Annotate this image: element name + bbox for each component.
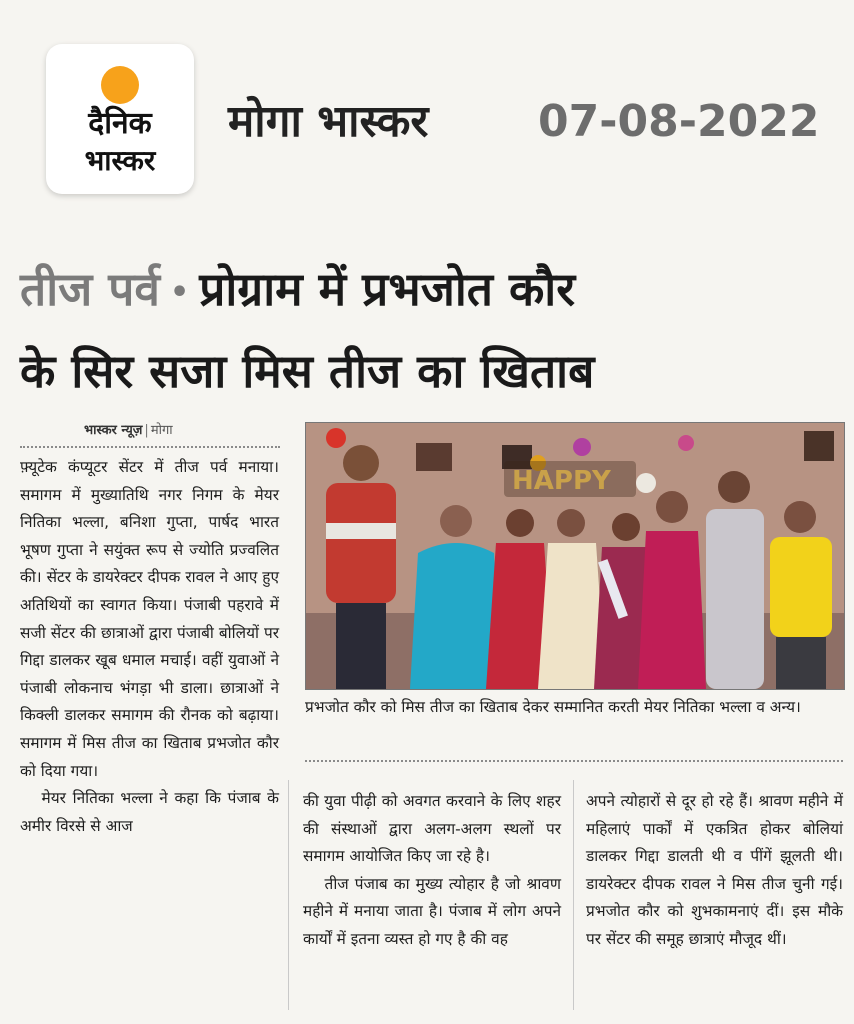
byline-city: मोगा (150, 423, 173, 438)
column-divider (573, 780, 574, 1010)
article-paragraph: तीज पंजाब का मुख्य त्योहार है जो श्रावण महीने में मनाया जाता है। पंजाब में लोग अपने कार्यों में इतना व्यस्त हो गए है की वह (303, 874, 561, 948)
byline-source: भास्कर न्यूज़ (84, 423, 143, 438)
photo-banner-text: HAPPY (512, 466, 611, 496)
bullet-separator: • (170, 274, 190, 310)
byline-separator: | (144, 423, 149, 438)
article-column-1 (20, 454, 279, 840)
article-paragraph: की युवा पीढ़ी को अवगत करवाने के लिए शहर की संस्थाओं द्वारा अलग-अलग स्थलों पर समागम आयोजित किए जा रहे है। (303, 792, 561, 866)
edition-date: 07-08-2022 (538, 96, 820, 147)
article-column-2 (303, 788, 561, 954)
photo-illustration (306, 423, 844, 689)
article-paragraph: अपने त्योहारों से दूर हो रहे हैं। श्रावण महीने में महिलाएं पार्कों में एकत्रित होकर बोलियां डालकर गिद्दा डालती थी व पींगें झूलती थी। डायरेक्टर दीपक रावल ने मिस तीज चुनी गई। प्रभजोत कौर को शुभकामनाएं दीं। इस मौके पर सेंटर की समूह छात्राएं मौजूद थीं। (586, 792, 843, 948)
byline-rule (20, 446, 280, 448)
article-paragraph: मेयर नितिका भल्ला ने कहा कि पंजाब के अमीर विरसे से आज (20, 789, 279, 835)
caption-rule (305, 760, 843, 762)
event-photo (305, 422, 845, 690)
article-column-3 (586, 788, 843, 954)
sun-icon (101, 66, 139, 104)
dainik-bhaskar-logo (46, 44, 194, 194)
logo-line-1: दैनिक (88, 106, 152, 141)
article-paragraph: फ़्यूटेक कंप्यूटर सेंटर में तीज पर्व मनाया। समागम में मुख्यातिथि नगर निगम के मेयर नितिका भल्ला, बनिशा गुप्ता, पार्षद भारत भूषण गुप्ता ने सयुंक्त रूप से ज्योति प्रज्वलित की। सेंटर के डायरेक्टर दीपक रावल ने आए हुए अतिथियों का स्वागत किया। पंजाबी पहरावे में सजी सेंटर की छात्राओं द्वारा पंजाबी बोलियों पर गिद्दा डालकर खूब धमाल मचाई। वहीं युवाओं ने पंजाबी लोकनाच भंगड़ा भी डाला। छात्राओं ने किक्ली डालकर समागम की रौनक को बढ़ाया। समागम में मिस तीज का खिताब प्रभजोत कौर को दिया गया। (20, 458, 279, 780)
column-divider (288, 780, 289, 1010)
logo-line-2: भास्कर (84, 144, 156, 177)
headline (20, 250, 840, 410)
photo-caption: प्रभजोत कौर को मिस तीज का खिताब देकर सम्मानित करती मेयर नितिका भल्ला व अन्य। (305, 698, 801, 716)
byline (84, 420, 173, 438)
headline-line-2: के सिर सजा मिस तीज का खिताब (20, 343, 595, 398)
headline-line-1 (20, 250, 840, 332)
headline-kicker: तीज पर्व (20, 262, 160, 316)
edition-title: मोगा भास्कर (228, 96, 429, 147)
headline-text-1: प्रोग्राम में प्रभजोत कौर (199, 262, 576, 316)
